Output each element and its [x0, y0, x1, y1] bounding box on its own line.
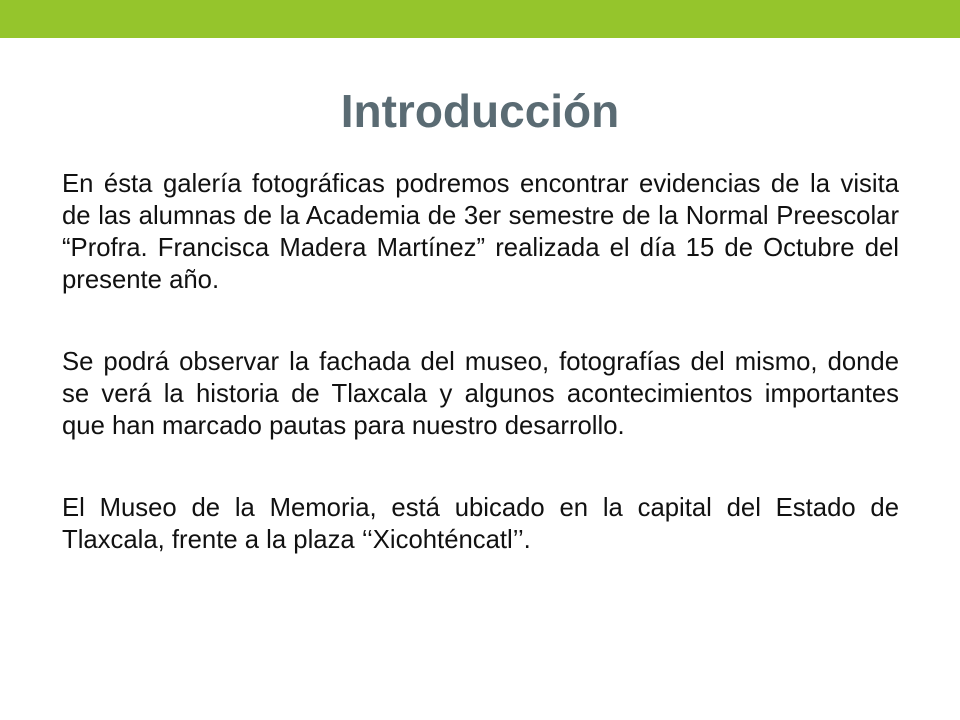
- slide-body: [62, 168, 899, 556]
- top-accent-bar: [0, 0, 960, 38]
- paragraph-museum-content: Se podrá observar la fachada del museo, fotografías del mismo, donde se verá la historia de Tlaxcala y algunos acontecimientos importantes que han marcado pautas para nuestro desarrollo.: [62, 348, 899, 440]
- paragraph-intro: En ésta galería fotográficas podremos encontrar evidencias de la visita de las alumnas de la Academia de 3er semestre de la Normal Preescolar “Profra. Francisca Madera Martínez” realizada el día 15 de Octubre del presente año.: [62, 170, 899, 294]
- slide-title: Introducción: [340, 85, 620, 137]
- paragraph-museum-location: El Museo de la Memoria, está ubicado en la capital del Estado de Tlaxcala, frente a la plaza ‘‘Xicohténcatl’’.: [62, 494, 899, 554]
